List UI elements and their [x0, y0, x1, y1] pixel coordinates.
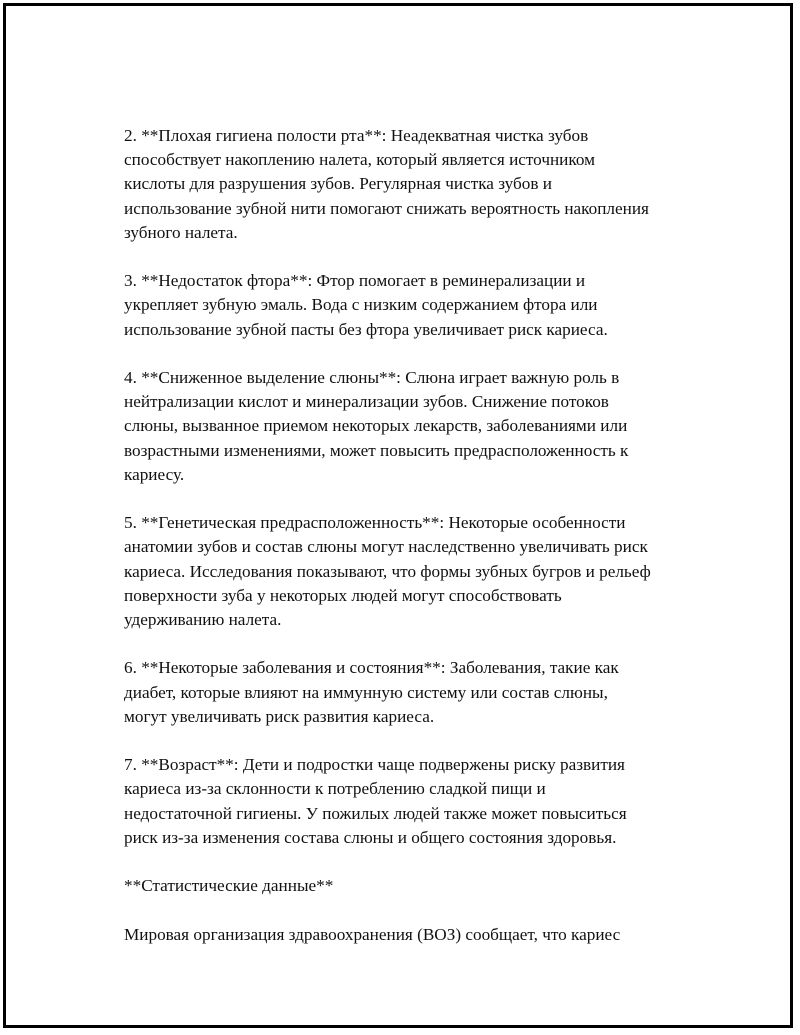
paragraph-genetic-predisposition	[124, 511, 704, 632]
text-line: недостаточной гигиены. У пожилых людей также может повыситься	[124, 803, 627, 823]
text-line: 6. **Некоторые заболевания и состояния**: Заболевания, такие как	[124, 658, 619, 678]
text-line: 5. **Генетическая предрасположенность**: Некоторые особенности	[124, 513, 626, 533]
page-frame	[3, 3, 793, 1028]
text-line: диабет, которые влияют на иммунную систему или состав слюны,	[124, 682, 608, 702]
paragraph-age	[124, 753, 704, 850]
text-line: нейтрализации кислот и минерализации зубов. Снижение потоков	[124, 392, 609, 412]
text-line: поверхности зуба у некоторых людей могут способствовать	[124, 585, 562, 605]
text-line: удерживанию налета.	[124, 610, 282, 630]
text-line: кариеса. Исследования показывают, что формы зубных бугров и рельеф	[124, 561, 651, 581]
paragraph-diseases-conditions	[124, 656, 704, 729]
text-line: кислоты для разрушения зубов. Регулярная чистка зубов и	[124, 174, 552, 194]
text-line: 2. **Плохая гигиена полости рта**: Неадекватная чистка зубов	[124, 126, 589, 145]
text-line: кариеса из-за склонности к потреблению сладкой пищи и	[124, 779, 546, 799]
text-line: 7. **Возраст**: Дети и подростки чаще подвержены риску развития	[124, 755, 625, 775]
paragraph-poor-oral-hygiene	[124, 124, 704, 245]
text-line: использование зубной пасты без фтора увеличивает риск кариеса.	[124, 319, 608, 339]
text-line: 3. **Недостаток фтора**: Фтор помогает в реминерализации и	[124, 271, 586, 291]
text-line: возрастными изменениями, может повысить предрасположенность к	[124, 440, 629, 460]
text-line: 4. **Сниженное выделение слюны**: Слюна играет важную роль в	[124, 368, 620, 387]
text-line: слюны, вызванное приемом некоторых лекарств, заболеваниями или	[124, 416, 628, 436]
paragraph-who-report	[124, 923, 704, 947]
paragraph-fluoride-deficiency	[124, 269, 704, 342]
section-heading-statistics	[124, 874, 704, 898]
text-line: использование зубной нити помогают снижать вероятность накопления	[124, 198, 649, 218]
text-line: анатомии зубов и состав слюны могут наследственно увеличивать риск	[124, 537, 648, 557]
text-line: укрепляет зубную эмаль. Вода с низким содержанием фтора или	[124, 295, 598, 315]
text-line: зубного налета.	[124, 222, 238, 242]
text-line: риск из-за изменения состава слюны и общего состояния здоровья.	[124, 827, 617, 847]
text-line: Мировая организация здравоохранения (ВОЗ) сообщает, что кариес	[124, 924, 621, 944]
text-line: могут увеличивать риск развития кариеса.	[124, 706, 435, 726]
paragraph-reduced-saliva	[124, 366, 704, 487]
document-body	[124, 124, 704, 971]
text-line: способствует накоплению налета, который является источником	[124, 150, 595, 170]
text-line: кариесу.	[124, 464, 185, 484]
text-line: **Статистические данные**	[124, 876, 334, 896]
